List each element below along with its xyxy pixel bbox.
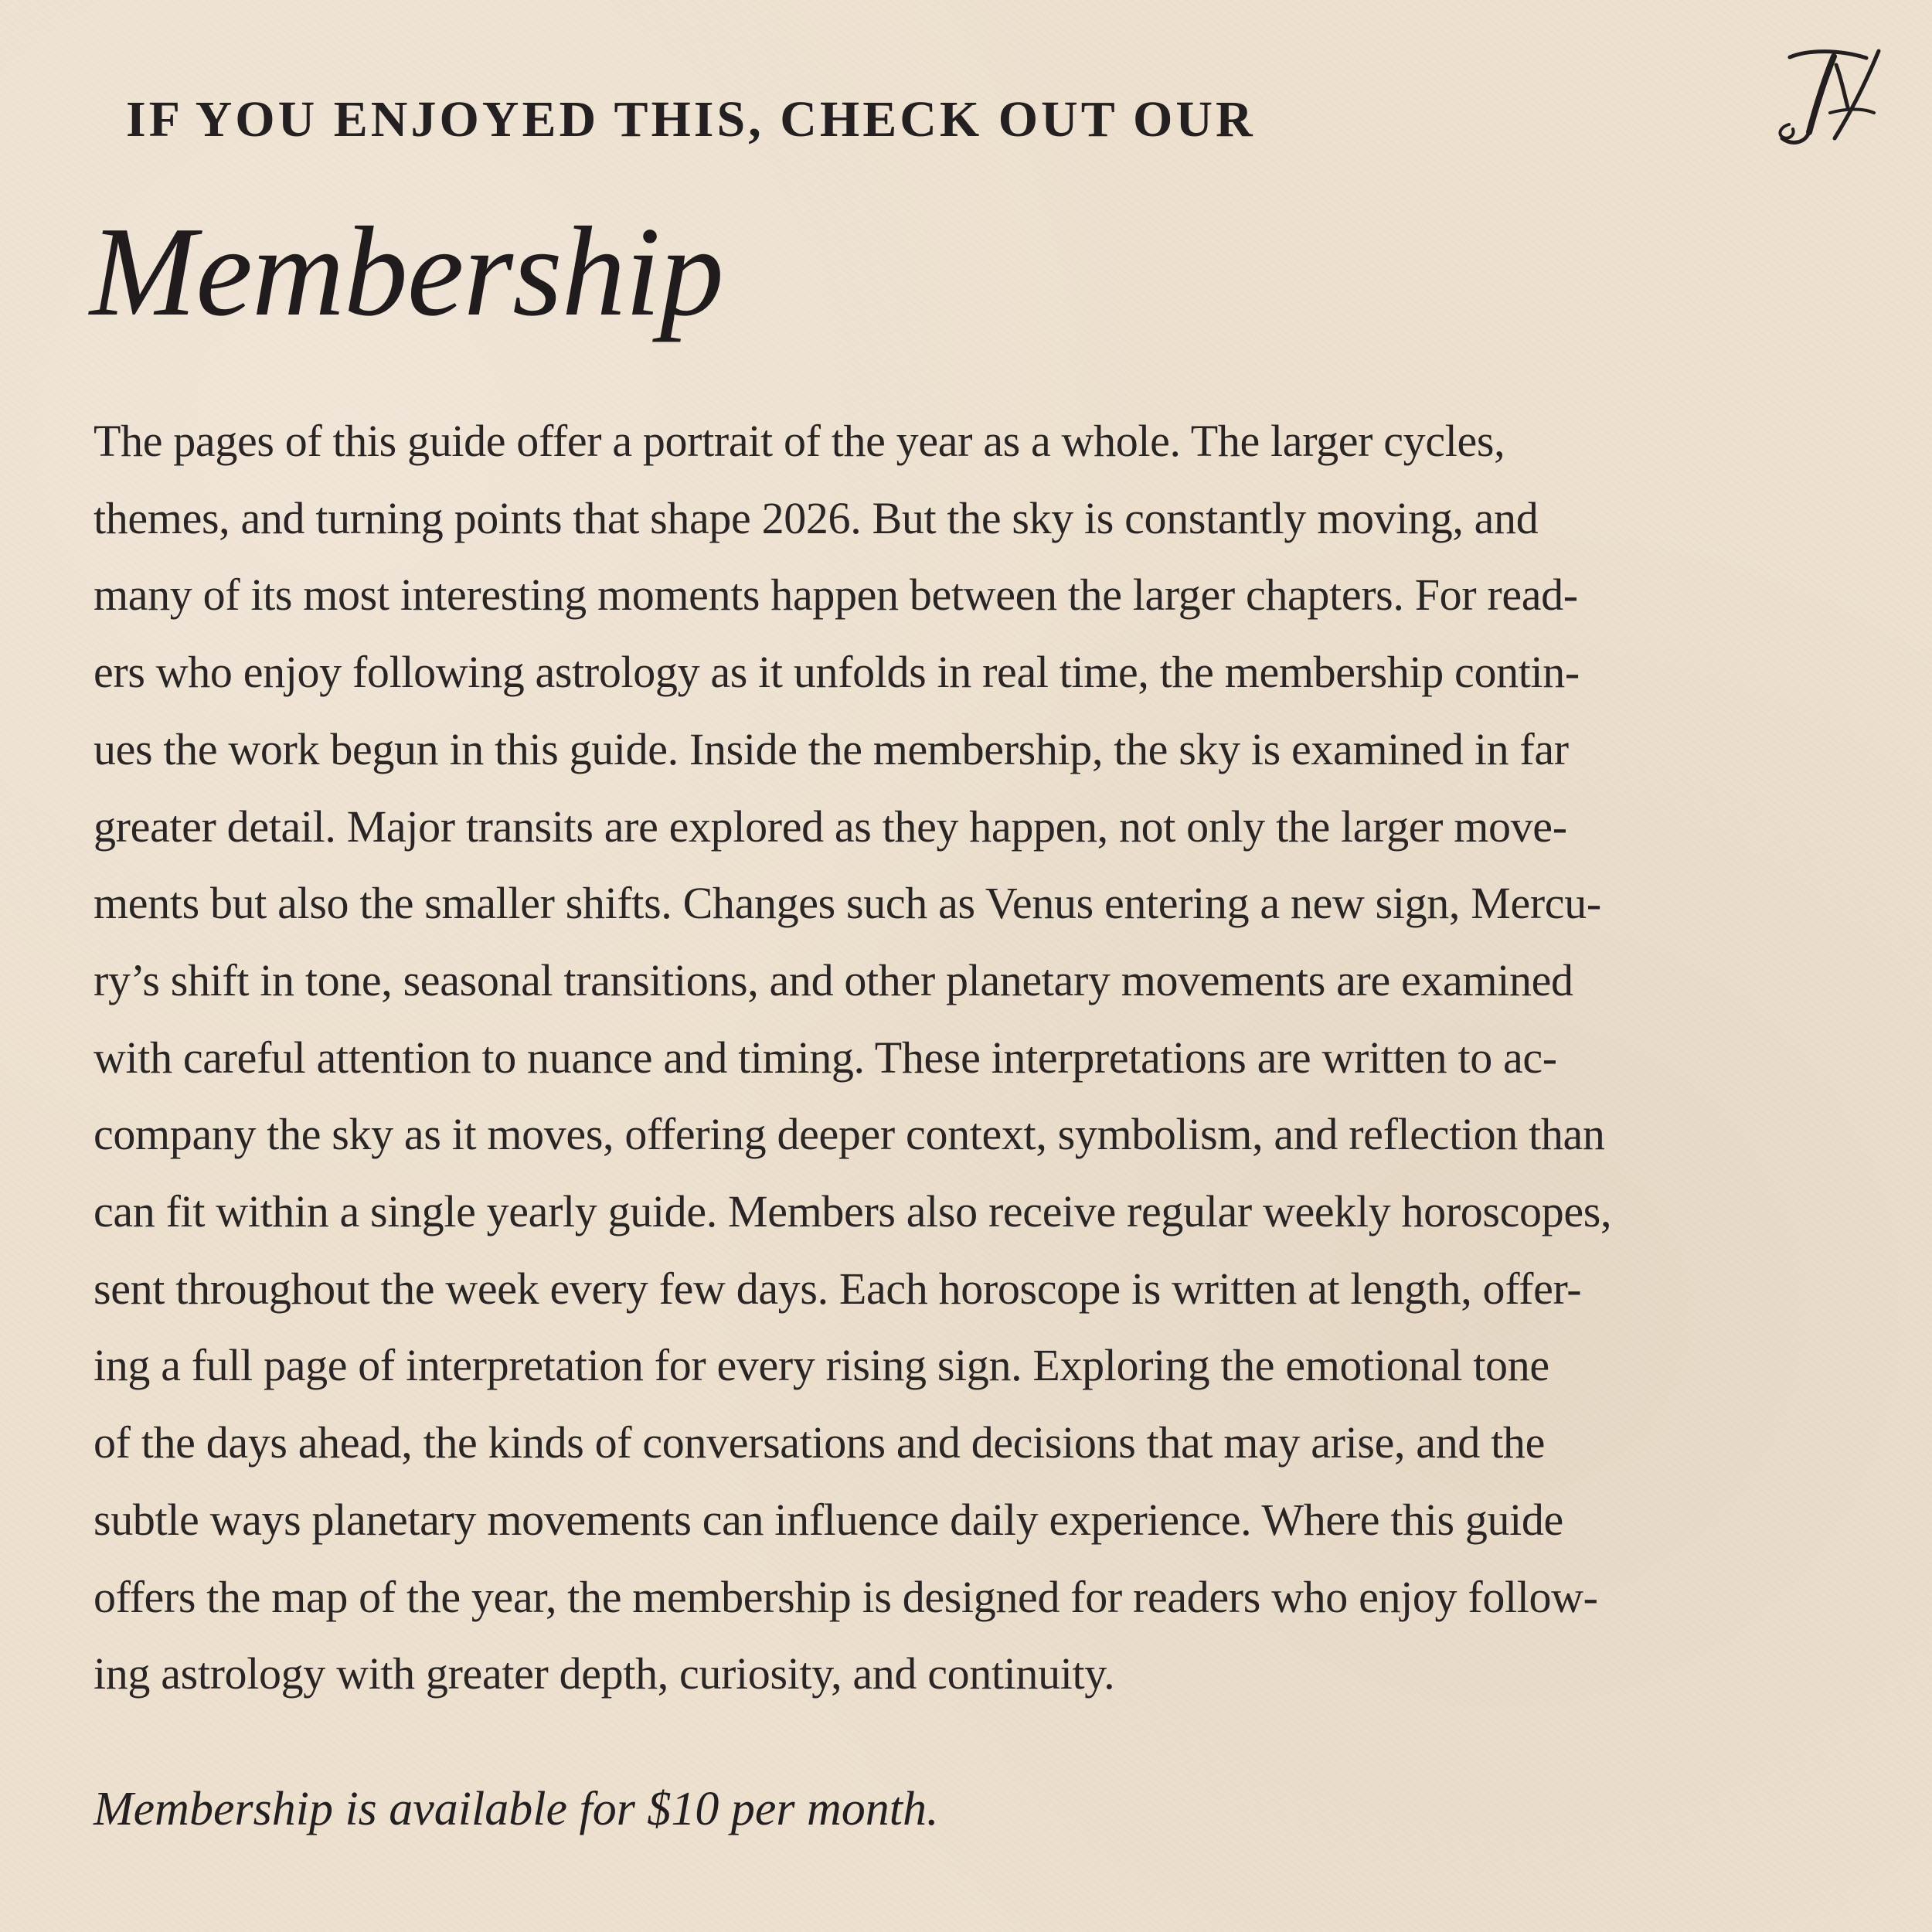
body-line: themes, and turning points that shape 2026. But the sky is constantly moving, and (94, 492, 1539, 543)
body-line: sent throughout the week every few days. Each horoscope is written at length, offer- (94, 1263, 1582, 1314)
body-line: ues the work begun in this guide. Inside the membership, the sky is examined in far (94, 723, 1569, 774)
body-line: many of its most interesting moments happen between the larger chapters. For read- (94, 570, 1578, 621)
body-line: subtle ways planetary movements can influence daily experience. Where this guide (94, 1494, 1563, 1545)
monogram-icon (1760, 43, 1896, 151)
body-line: ments but also the smaller shifts. Changes such as Venus entering a new sign, Mercu- (94, 878, 1601, 929)
body-line: ry’s shift in tone, seasonal transitions, and other planetary movements are examined (94, 954, 1573, 1005)
body-line: can fit within a single yearly guide. Members also receive regular weekly horoscopes, (94, 1186, 1612, 1237)
membership-description (94, 403, 1763, 1713)
body-line: of the days ahead, the kinds of conversations and decisions that may arise, and the (94, 1417, 1545, 1468)
membership-price-note: Membership is available for $10 per month. (94, 1783, 939, 1835)
body-line: The pages of this guide offer a portrait of the year as a whole. The larger cycles, (94, 416, 1505, 466)
body-line: company the sky as it moves, offering deeper context, symbolism, and reflection than (94, 1109, 1605, 1160)
body-line: ing astrology with greater depth, curiosity, and continuity. (94, 1648, 1115, 1699)
body-line: ers who enjoy following astrology as it unfolds in real time, the membership contin- (94, 647, 1580, 698)
body-line: offers the map of the year, the membership is designed for readers who enjoy follow- (94, 1571, 1598, 1622)
body-line: greater detail. Major transits are explored as they happen, not only the larger move- (94, 801, 1567, 852)
body-line: with careful attention to nuance and timing. These interpretations are written to ac- (94, 1032, 1557, 1083)
body-line: ing a full page of interpretation for every rising sign. Exploring the emotional tone (94, 1340, 1549, 1391)
membership-title: Membership (90, 200, 723, 342)
section-kicker: IF YOU ENJOYED THIS, CHECK OUT OUR (126, 91, 1256, 148)
